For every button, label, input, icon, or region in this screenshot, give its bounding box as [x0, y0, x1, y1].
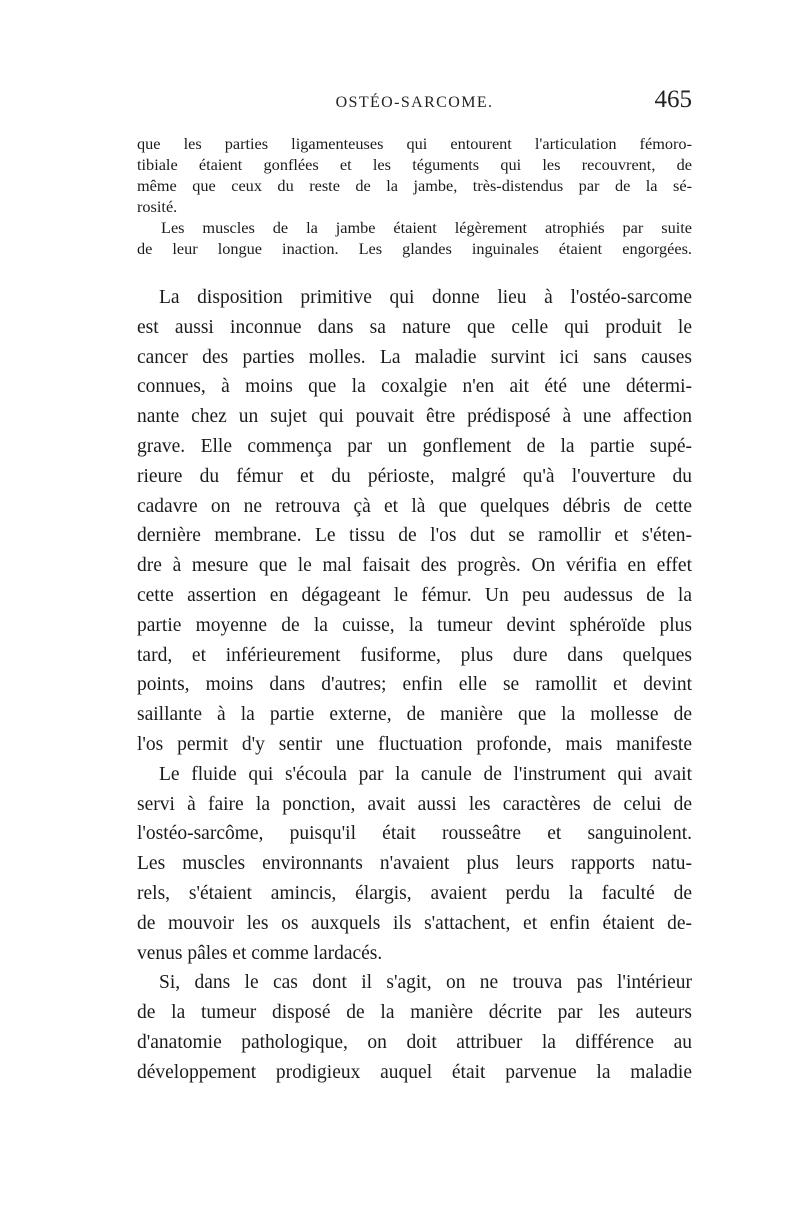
- text-line: cadavre on ne retrouva çà et là que quelques débris de cette: [137, 495, 692, 517]
- text-line: Le fluide qui s'écoula par la canule de l'instrument qui avait: [159, 763, 692, 785]
- text-line: La disposition primitive qui donne lieu à l'ostéo-sarcome: [159, 287, 692, 308]
- text-line: points, moins dans d'autres; enfin elle se ramollit et devint: [137, 674, 692, 696]
- text-line: même que ceux du reste de la jambe, très-distendus par de la sé-: [137, 176, 692, 195]
- page-header: [137, 86, 692, 128]
- text-line: nante chez un sujet qui pouvait être prédisposé à une affection: [137, 406, 692, 428]
- text-line: l'ostéo-sarcôme, puisqu'il était rousseâtre et sanguinolent.: [137, 823, 692, 845]
- text-line: dre à mesure que le mal faisait des progrès. On vérifia en effet: [137, 555, 692, 577]
- text-line: venus pâles et comme lardacés.: [137, 942, 383, 964]
- text-line: cancer des parties molles. La maladie survint ici sans causes: [137, 346, 692, 368]
- main-text: [137, 283, 692, 1088]
- text-line: dernière membrane. Le tissu de l'os dut se ramollir et s'éten-: [137, 525, 692, 547]
- continued-paragraph-small-type: [137, 133, 692, 259]
- text-line: rosité.: [137, 197, 178, 216]
- running-title: OSTÉO-SARCOME.: [335, 94, 494, 111]
- text-line: de la tumeur disposé de la manière décrite par les auteurs: [137, 1002, 692, 1024]
- text-line: développement prodigieux auquel était parvenue la maladie: [137, 1061, 692, 1083]
- text-line: tard, et inférieurement fusiforme, plus dure dans quelques: [137, 644, 692, 666]
- text-line: rieure du fémur et du périoste, malgré qu'à l'ouverture du: [137, 465, 692, 487]
- text-line: est aussi inconnue dans sa nature que celle qui produit le: [137, 316, 692, 338]
- text-line: connues, à moins que la coxalgie n'en ait été une détermi-: [137, 376, 692, 398]
- text-line: grave. Elle commença par un gonflement de la partie supé-: [137, 435, 692, 457]
- text-line: d'anatomie pathologique, on doit attribuer la différence au: [137, 1031, 692, 1053]
- text-line: Les muscles de la jambe étaient légèrement atrophiés par suite: [161, 218, 692, 237]
- text-line: partie moyenne de la cuisse, la tumeur devint sphéroïde plus: [137, 614, 692, 636]
- text-line: Les muscles environnants n'avaient plus leurs rapports natu-: [137, 853, 692, 875]
- text-line: l'os permit d'y sentir une fluctuation profonde, mais manifeste: [137, 733, 692, 755]
- text-line: cette assertion en dégageant le fémur. Un peu audessus de la: [137, 584, 692, 606]
- text-line: rels, s'étaient amincis, élargis, avaient perdu la faculté de: [137, 882, 692, 904]
- text-line: tibiale étaient gonflées et les téguments qui les recouvrent, de: [137, 155, 692, 174]
- text-line: de leur longue inaction. Les glandes inguinales étaient engorgées.: [137, 239, 692, 258]
- text-line: saillante à la partie externe, de manière que la mollesse de: [137, 704, 692, 726]
- text-line: de mouvoir les os auxquels ils s'attachent, et enfin étaient de-: [137, 912, 692, 934]
- page-number: 465: [654, 86, 692, 113]
- text-line: Si, dans le cas dont il s'agit, on ne trouva pas l'intérieur: [159, 972, 692, 994]
- text-line: que les parties ligamenteuses qui entourent l'articulation fémoro-: [137, 134, 692, 153]
- text-line: servi à faire la ponction, avait aussi les caractères de celui de: [137, 793, 692, 815]
